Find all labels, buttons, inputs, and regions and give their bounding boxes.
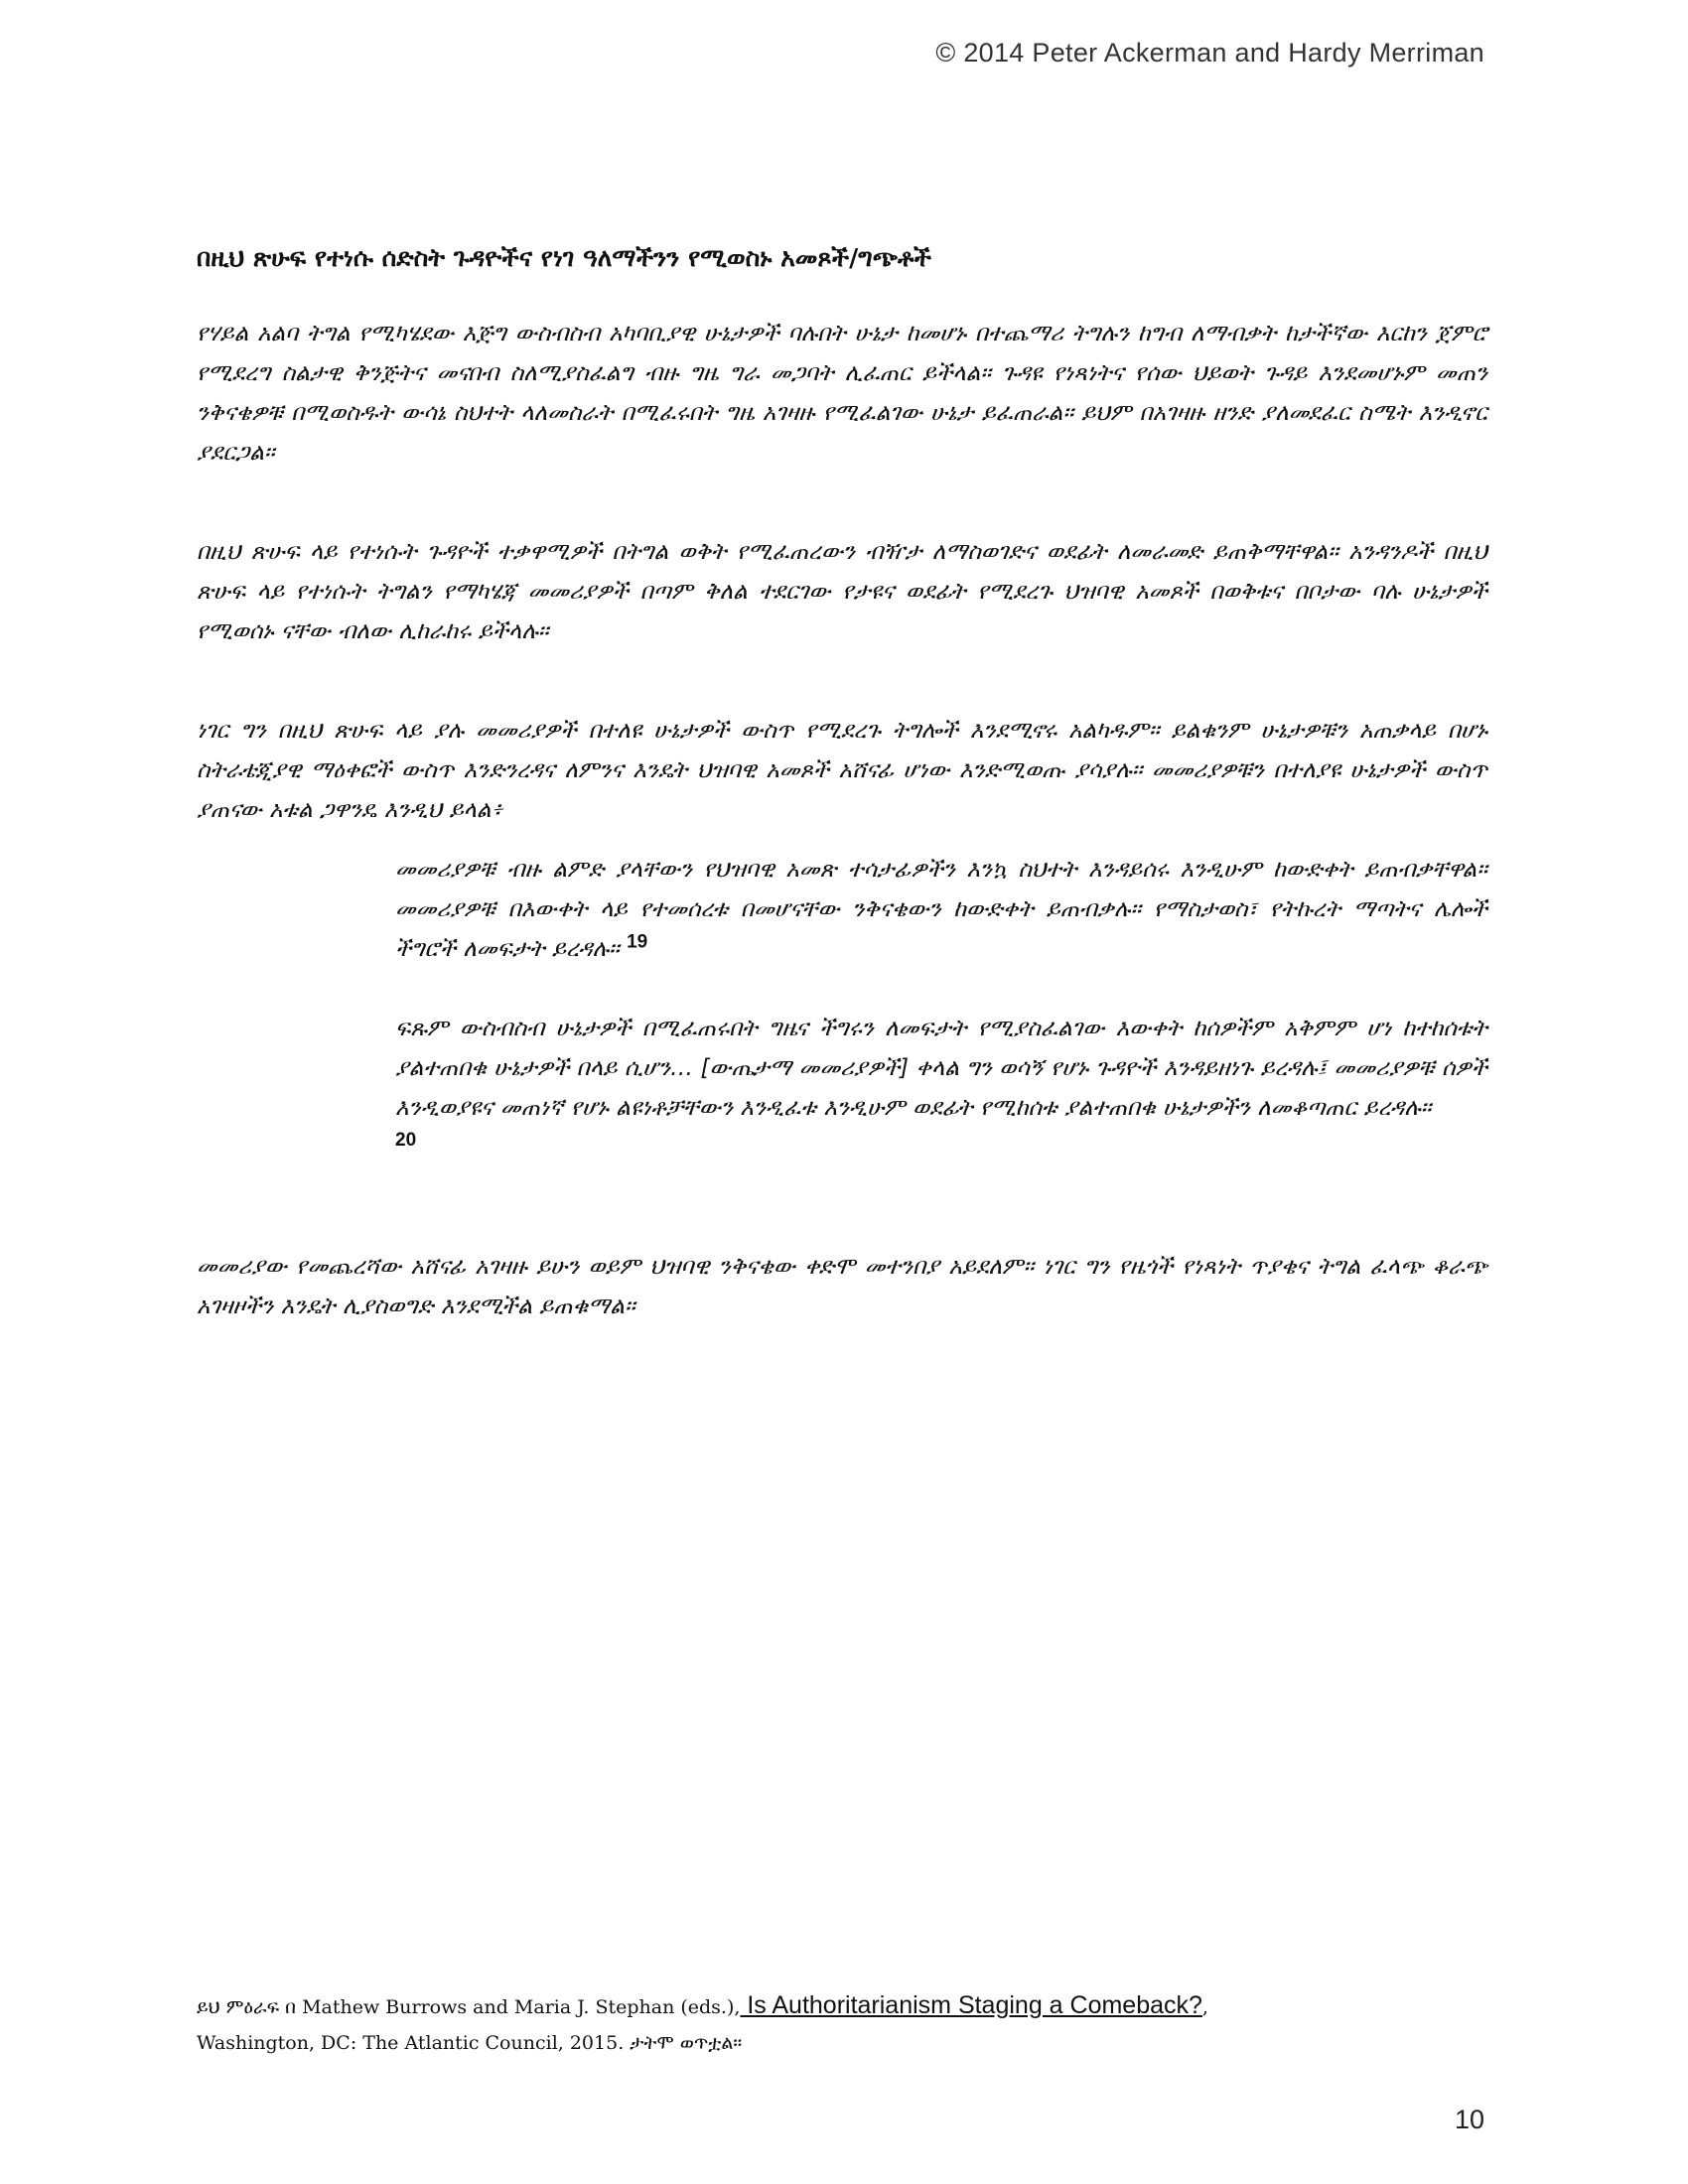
block-quote-2 (395, 1009, 1487, 1154)
copyright-notice: © 2014 Peter Ackerman and Hardy Merriman (935, 38, 1484, 68)
footnote-ref-19: 19 (627, 931, 648, 953)
body-paragraph-3: ነገር ግን በዚህ ጽሁፍ ላይ ያሉ መመሪያዎች በተለዩ ሁኔታዎች ውስጥ የሚደረጉ ትግሎች እንደሚኖሩ አልካዱም። ይልቁንም ሁኔታዎቹን አጠቃላይ በሆኑ ስትራቴጂያዊ ማዕቀፎች ውስጥ እንድንረዳና ለምንና እንዴት ህዝባዊ አመጾች አሸናፊ ሆነው እንድሚወጡ ያሳያሉ። መመሪያዎቹን በተለያዩ ሁኔታዎች ውስጥ ያጠናው አቱል ጋዋንዴ እንዲህ ይላል፥ (197, 718, 1487, 823)
body-paragraph-4: መመሪያው የመጨረሻው አሸናፊ አገዛዙ ይሁን ወይም ህዝባዊ ንቅናቄው ቀድሞ መተንበያ አይደለም። ነገር ግን የዜጎች የነጻነት ጥያቄና ትግል ፈላጭ ቆራጭ አገዛዞችን እንዴት ሊያስወግድ እንደሚችል ይጠቁማል። (197, 1254, 1487, 1319)
page-number: 10 (1454, 2105, 1484, 2134)
footnote-line-1 (197, 1987, 1487, 2025)
block-quote-1 (395, 850, 1487, 969)
block-quote-1-text: መመሪያዎቹ ብዙ ልምድ ያላቸውን የህዝባዊ አመጽ ተሳታፊዎችን እንኳ ስህተት እንዳይሰሩ እንዲሁም ከውድቀት ይጠብቃቸዋል። መመሪያዎቹ በእውቀት ላይ የተመሰረቱ በመሆናቸው ንቅናቄውን ከውድቀት ይጠብቃሉ። የማስታወስ፣ የትኩረት ማጣትና ሌሎች ችግሮች ለመፍታት ይረዳሉ። (395, 857, 1487, 962)
block-quote-2-text: ፍጹም ውስብስብ ሁኔታዎች በሚፈጠሩበት ግዜና ችግሩን ለመፍታት የሚያስፈልገው እውቀት ከሰዎችም አቅምም ሆነ ከተከሰቱት ያልተጠበቁ ሁኔታዎች በላይ ሲሆን… [ውጤታማ መመሪያዎች] ቀላል ግን ወሳኝ የሆኑ ጉዳዮች እንዳይዘነጉ ይረዳሉ፤ መመሪያዎቹ ሰዎች እንዲወያዩና መጠነኛ የሆኑ ልዩነቶቻቸውን እንዲፈቱ እንዲሁም ወደፊት የሚከሰቱ ያልተጠበቁ ሁኔታዎችን ለመቆጣጠር ይረዳሉ። (395, 1016, 1487, 1121)
footnote (197, 1987, 1487, 2061)
body-paragraph-1: የሃይል አልባ ትግል የሚካሄደው እጅግ ውስብስብ አካባቢያዊ ሁኔታዎች ባሉበት ሁኔታ ከመሆኑ በተጨማሪ ትግሉን ከግብ ለማብቃት ከታችኛው እርከን ጀምሮ የሚደረግ ስልታዊ ቅንጅትና መናበብ ስለሚያስፈልግ ብዙ ግዜ ግራ መጋባት ሊፈጠር ይችላል። ጉዳዩ የነጻነትና የሰው ህይወት ጉዳይ እንደመሆኑም መጠን ንቅናቄዎቹ በሚወስዱት ውሳኔ ስህተት ላለመስራት በሚፈሩበት ግዜ አገዛዙ የሚፈልገው ሁኔታ ይፈጠራል። ይህም በአገዛዙ ዘንድ ያለመደፈር ስሜት እንዲኖር ያደርጋል። (197, 321, 1487, 466)
section-heading: በዚህ ጽሁፍ የተነሱ ሰድስት ጉዳዮችና የነገ ዓለማችንን የሚወስኑ አመጾች/ግጭቶች (197, 243, 932, 272)
footnote-line-2: Washington, DC: The Atlantic Council, 2015. ታትሞ ወጥቷል። (197, 2032, 743, 2054)
footnote-suffix: , (1201, 1996, 1208, 2018)
footnote-ref-20: 20 (395, 1130, 417, 1151)
footnote-link[interactable]: Is Authoritarianism Staging a Comeback? (740, 1991, 1202, 2019)
body-paragraph-2: በዚህ ጽሁፍ ላይ የተነሱት ጉዳዮች ተቃዋሚዎች በትግል ወቅት የሚፈጠረውን ብዥታ ለማስወገድና ወደፊት ለመራመድ ይጠቅማቸዋል። አንዳንዶች በዚህ ጽሁፍ ላይ የተነሱት ትግልን የማካሄጃ መመሪያዎች በጣም ቅለል ተደርገው የታዩና ወደፊት የሚደረጉ ህዝባዊ አመጾች በወቅቱና በቦታው ባሉ ሁኔታዎች የሚወሰኑ ናቸው ብለው ሊከራከሩ ይችላሉ። (197, 539, 1487, 644)
footnote-prefix: ይህ ምዕራፍ በ Mathew Burrows and Maria J. Stephan (eds.), (197, 1996, 741, 2018)
